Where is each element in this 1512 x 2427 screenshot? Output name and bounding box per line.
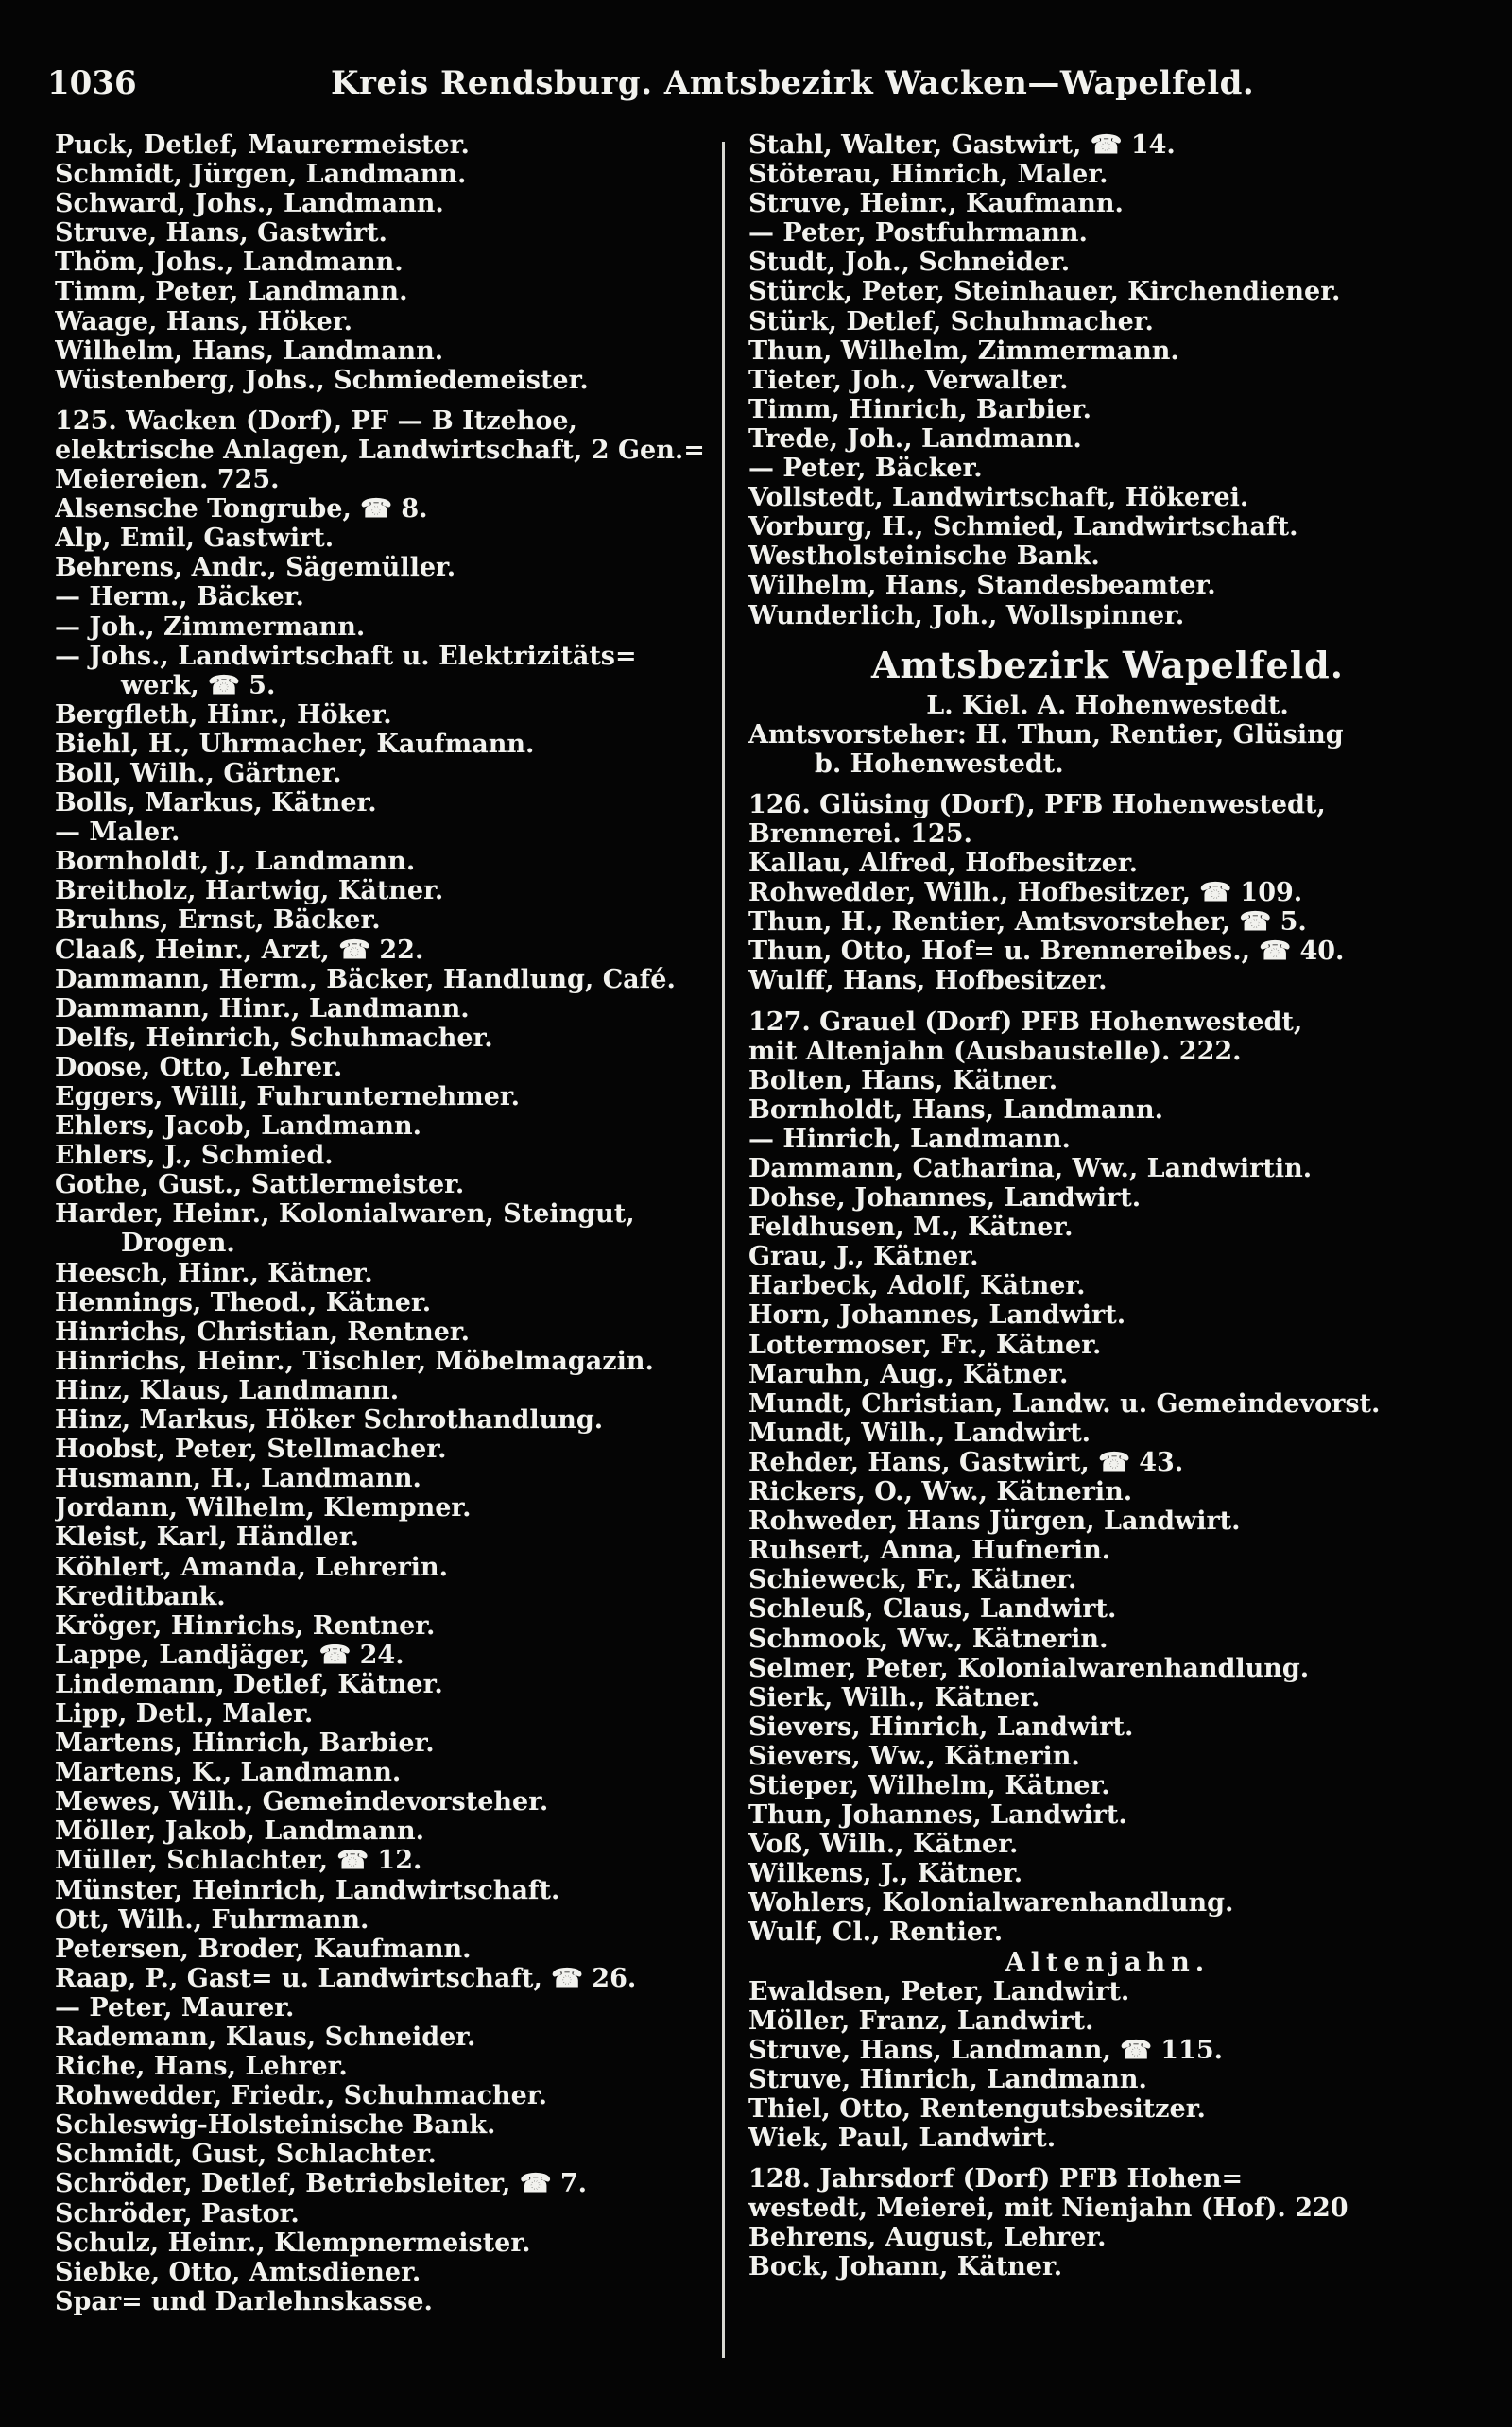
directory-entry: Rohweder, Hans Jürgen, Landwirt. xyxy=(748,1506,1241,1537)
directory-entry: Feldhusen, M., Kätner. xyxy=(748,1213,1074,1243)
directory-entry: Tieter, Joh., Verwalter. xyxy=(748,365,1069,395)
directory-entry: Alp, Emil, Gastwirt. xyxy=(55,524,335,554)
directory-entry: Stieper, Wilhelm, Kätner. xyxy=(748,1770,1110,1800)
directory-entry: Delfs, Heinrich, Schuhmacher. xyxy=(55,1023,493,1053)
directory-entry: Sievers, Ww., Kätnerin. xyxy=(748,1741,1080,1771)
directory-entry: Stürck, Peter, Steinhauer, Kirchendiener. xyxy=(748,277,1341,307)
directory-entry: Selmer, Peter, Kolonialwarenhandlung. xyxy=(748,1653,1310,1683)
directory-entry: Timm, Hinrich, Barbier. xyxy=(748,394,1092,424)
directory-entry: b. Hohenwestedt. xyxy=(815,749,1064,779)
directory-entry: Müller, Schlachter, ☎ 12. xyxy=(55,1846,422,1876)
directory-entry: Schröder, Pastor. xyxy=(55,2198,300,2229)
running-head: Kreis Rendsburg. Amtsbezirk Wacken—Wapelfeld. xyxy=(331,64,1255,102)
directory-entry: Westholsteinische Bank. xyxy=(748,542,1100,572)
directory-entry: Kreditbank. xyxy=(55,1581,226,1611)
directory-entry: Bolten, Hans, Kätner. xyxy=(748,1065,1058,1095)
directory-entry: Schleswig-Holsteinische Bank. xyxy=(55,2110,496,2141)
directory-entry: Kleist, Karl, Händler. xyxy=(55,1523,359,1553)
directory-entry: Siebke, Otto, Amtsdiener. xyxy=(55,2257,421,2287)
directory-entry: Rehder, Hans, Gastwirt, ☎ 43. xyxy=(748,1447,1184,1477)
directory-entry: Grau, J., Kätner. xyxy=(748,1242,979,1272)
directory-entry: Hennings, Theod., Kätner. xyxy=(55,1287,432,1317)
directory-entry: — Hinrich, Landmann. xyxy=(748,1124,1071,1154)
directory-entry: Puck, Detlef, Maurermeister. xyxy=(55,130,470,160)
directory-entry: Rohwedder, Friedr., Schuhmacher. xyxy=(55,2081,547,2111)
directory-entry: Struve, Hans, Gastwirt. xyxy=(55,218,387,249)
directory-entry: Vollstedt, Landwirtschaft, Hökerei. xyxy=(748,483,1249,513)
directory-entry: Thun, Wilhelm, Zimmermann. xyxy=(748,336,1179,366)
directory-entry: Bock, Johann, Kätner. xyxy=(748,2252,1063,2282)
directory-entry: Münster, Heinrich, Landwirtschaft. xyxy=(55,1875,560,1905)
directory-entry: Ewaldsen, Peter, Landwirt. xyxy=(748,1976,1130,2006)
directory-entry: Wilhelm, Hans, Standesbeamter. xyxy=(748,571,1216,601)
directory-entry: Spar= und Darlehnskasse. xyxy=(55,2286,433,2316)
directory-entry: Bornholdt, J., Landmann. xyxy=(55,847,416,877)
directory-entry: Thun, H., Rentier, Amtsvorsteher, ☎ 5. xyxy=(748,907,1307,938)
directory-entry: elektrische Anlagen, Landwirtschaft, 2 Gen.= xyxy=(55,435,705,465)
directory-entry: Schulz, Heinr., Klempnermeister. xyxy=(55,2228,531,2258)
directory-entry: Wohlers, Kolonialwarenhandlung. xyxy=(748,1888,1234,1919)
directory-entry: Kröger, Hinrichs, Rentner. xyxy=(55,1610,436,1641)
directory-entry: Lottermoser, Fr., Kätner. xyxy=(748,1330,1102,1360)
directory-entry: Hinz, Klaus, Landmann. xyxy=(55,1375,400,1405)
directory-entry: — Peter, Maurer. xyxy=(55,1992,295,2022)
directory-entry: Stürk, Detlef, Schuhmacher. xyxy=(748,306,1154,336)
directory-entry: Martens, K., Landmann. xyxy=(55,1758,402,1788)
directory-entry: Husmann, H., Landmann. xyxy=(55,1464,421,1494)
directory-entry: Schmook, Ww., Kätnerin. xyxy=(748,1624,1108,1654)
directory-entry: Studt, Joh., Schneider. xyxy=(748,248,1071,278)
directory-entry: Wiek, Paul, Landwirt. xyxy=(748,2124,1057,2154)
directory-entry: Ehlers, Jacob, Landmann. xyxy=(55,1111,421,1142)
directory-entry: Hoobst, Peter, Stellmacher. xyxy=(55,1435,447,1465)
directory-entry: Möller, Franz, Landwirt. xyxy=(748,2005,1094,2036)
subsection-heading: Altenjahn. xyxy=(1005,1947,1211,1977)
directory-entry: Schward, Johs., Landmann. xyxy=(55,189,444,219)
directory-entry: Mundt, Christian, Landw. u. Gemeindevorst. xyxy=(748,1388,1381,1419)
directory-entry: Meiereien. 725. xyxy=(55,465,280,495)
directory-entry: Bruhns, Ernst, Bäcker. xyxy=(55,905,381,936)
directory-entry: Horn, Johannes, Landwirt. xyxy=(748,1300,1126,1331)
directory-entry: Schröder, Detlef, Betriebsleiter, ☎ 7. xyxy=(55,2169,588,2199)
page-number: 1036 xyxy=(47,64,137,102)
directory-entry: Hinrichs, Christian, Rentner. xyxy=(55,1317,471,1347)
directory-entry: Lindemann, Detlef, Kätner. xyxy=(55,1669,443,1699)
directory-entry: Riche, Hans, Lehrer. xyxy=(55,2052,348,2082)
page-header xyxy=(47,64,1455,112)
directory-entry: Wilhelm, Hans, Landmann. xyxy=(55,336,444,366)
right-column xyxy=(748,130,1467,2282)
directory-entry: Schmidt, Gust, Schlachter. xyxy=(55,2140,437,2170)
directory-entry: Köhlert, Amanda, Lehrerin. xyxy=(55,1552,448,1582)
directory-entry: Stöterau, Hinrich, Maler. xyxy=(748,160,1108,190)
directory-entry: — Herm., Bäcker. xyxy=(55,582,304,612)
left-column xyxy=(55,130,707,2316)
directory-entry: Thun, Johannes, Landwirt. xyxy=(748,1800,1127,1831)
directory-entry: Sierk, Wilh., Kätner. xyxy=(748,1682,1040,1713)
directory-entry: mit Altenjahn (Ausbaustelle). 222. xyxy=(748,1036,1242,1066)
village-heading: 128. Jahrsdorf (Dorf) PFB Hohen= xyxy=(748,2164,1244,2195)
directory-entry: Dammann, Hinr., Landmann. xyxy=(55,993,470,1024)
directory-entry: Stahl, Walter, Gastwirt, ☎ 14. xyxy=(748,130,1176,160)
directory-entry: Harder, Heinr., Kolonialwaren, Steingut, xyxy=(55,1199,635,1230)
directory-entry: Claaß, Heinr., Arzt, ☎ 22. xyxy=(55,935,424,965)
directory-entry: Struve, Heinr., Kaufmann. xyxy=(748,189,1124,219)
directory-entry: Hinz, Markus, Höker Schrothandlung. xyxy=(55,1405,604,1436)
directory-entry: — Peter, Postfuhrmann. xyxy=(748,218,1088,249)
directory-entry: Bergfleth, Hinr., Höker. xyxy=(55,699,392,730)
village-heading: 126. Glüsing (Dorf), PFB Hohenwestedt, xyxy=(748,789,1326,819)
directory-entry: Thiel, Otto, Rentengutsbesitzer. xyxy=(748,2094,1206,2124)
directory-entry: Drogen. xyxy=(121,1229,235,1259)
directory-entry: Breitholz, Hartwig, Kätner. xyxy=(55,876,444,906)
directory-entry: Schmidt, Jürgen, Landmann. xyxy=(55,160,467,190)
directory-entry: Mewes, Wilh., Gemeindevorsteher. xyxy=(55,1787,549,1817)
directory-entry: Ruhsert, Anna, Hufnerin. xyxy=(748,1536,1111,1566)
directory-entry: Brennerei. 125. xyxy=(748,818,972,849)
section-title: Amtsbezirk Wapelfeld. xyxy=(871,643,1344,686)
directory-entry: Ehlers, J., Schmied. xyxy=(55,1141,334,1171)
directory-entry: Schieweck, Fr., Kätner. xyxy=(748,1565,1077,1595)
directory-entry: — Joh., Zimmermann. xyxy=(55,611,366,642)
village-heading: 127. Grauel (Dorf) PFB Hohenwestedt, xyxy=(748,1007,1303,1037)
directory-entry: Ott, Wilh., Fuhrmann. xyxy=(55,1904,369,1935)
directory-entry: Bornholdt, Hans, Landmann. xyxy=(748,1094,1164,1125)
directory-entry: Bolls, Markus, Kätner. xyxy=(55,788,377,818)
directory-entry: Mundt, Wilh., Landwirt. xyxy=(748,1418,1091,1448)
directory-entry: Wilkens, J., Kätner. xyxy=(748,1859,1023,1889)
section-subtitle: L. Kiel. A. Hohenwestedt. xyxy=(926,690,1289,720)
directory-entry: Wunderlich, Joh., Wollspinner. xyxy=(748,600,1185,630)
directory-entry: Waage, Hans, Höker. xyxy=(55,306,353,336)
column-divider xyxy=(722,142,725,2358)
directory-entry: Struve, Hinrich, Landmann. xyxy=(748,2064,1147,2094)
directory-entry: Raap, P., Gast= u. Landwirtschaft, ☎ 26. xyxy=(55,1963,637,1993)
directory-entry: Boll, Wilh., Gärtner. xyxy=(55,758,342,788)
directory-entry: Dammann, Herm., Bäcker, Handlung, Café. xyxy=(55,964,676,994)
directory-entry: Möller, Jakob, Landmann. xyxy=(55,1816,425,1847)
directory-entry: Lipp, Detl., Maler. xyxy=(55,1698,314,1729)
directory-entry: westedt, Meierei, mit Nienjahn (Hof). 220 xyxy=(748,2194,1349,2224)
directory-entry: Harbeck, Adolf, Kätner. xyxy=(748,1271,1086,1301)
directory-entry: Behrens, August, Lehrer. xyxy=(748,2223,1107,2253)
directory-entry: Timm, Peter, Landmann. xyxy=(55,277,408,307)
directory-entry: Rickers, O., Ww., Kätnerin. xyxy=(748,1477,1133,1507)
directory-entry: Eggers, Willi, Fuhrunternehmer. xyxy=(55,1082,521,1111)
directory-entry: Doose, Otto, Lehrer. xyxy=(55,1052,343,1082)
directory-entry: Martens, Hinrich, Barbier. xyxy=(55,1729,435,1759)
directory-entry: Dohse, Johannes, Landwirt. xyxy=(748,1183,1142,1214)
directory-entry: werk, ☎ 5. xyxy=(121,670,276,700)
directory-entry: — Peter, Bäcker. xyxy=(748,454,983,484)
directory-entry: Dammann, Catharina, Ww., Landwirtin. xyxy=(748,1154,1313,1183)
directory-entry: Alsensche Tongrube, ☎ 8. xyxy=(55,494,428,525)
directory-entry: Rohwedder, Wilh., Hofbesitzer, ☎ 109. xyxy=(748,878,1303,908)
directory-entry: Maruhn, Aug., Kätner. xyxy=(748,1359,1069,1389)
directory-entry: Sievers, Hinrich, Landwirt. xyxy=(748,1712,1134,1742)
directory-entry: Petersen, Broder, Kaufmann. xyxy=(55,1934,472,1964)
directory-entry: Vorburg, H., Schmied, Landwirtschaft. xyxy=(748,512,1298,542)
directory-entry: Thun, Otto, Hof= u. Brennereibes., ☎ 40. xyxy=(748,937,1345,967)
directory-entry: Behrens, Andr., Sägemüller. xyxy=(55,553,456,583)
directory-entry: Lappe, Landjäger, ☎ 24. xyxy=(55,1640,404,1670)
directory-entry: Voß, Wilh., Kätner. xyxy=(748,1830,1019,1860)
village-heading: 125. Wacken (Dorf), PF — B Itzehoe, xyxy=(55,405,577,436)
directory-entry: Rademann, Klaus, Schneider. xyxy=(55,2022,476,2052)
directory-entry: Schleuß, Claus, Landwirt. xyxy=(748,1594,1117,1625)
directory-entry: Biehl, H., Uhrmacher, Kaufmann. xyxy=(55,729,535,759)
directory-entry: Wulff, Hans, Hofbesitzer. xyxy=(748,966,1108,996)
directory-entry: Kallau, Alfred, Hofbesitzer. xyxy=(748,849,1139,879)
directory-entry: — Maler. xyxy=(55,818,180,848)
directory-entry: Gothe, Gust., Sattlermeister. xyxy=(55,1170,465,1200)
directory-entry: Thöm, Johs., Landmann. xyxy=(55,248,404,278)
directory-entry: Trede, Joh., Landmann. xyxy=(748,423,1082,454)
directory-entry: Hinrichs, Heinr., Tischler, Möbelmagazin. xyxy=(55,1346,654,1376)
directory-entry: — Johs., Landwirtschaft u. Elektrizitäts= xyxy=(55,641,637,671)
directory-entry: Wüstenberg, Johs., Schmiedemeister. xyxy=(55,365,589,395)
directory-entry: Wulf, Cl., Rentier. xyxy=(748,1918,1004,1948)
directory-entry: Struve, Hans, Landmann, ☎ 115. xyxy=(748,2035,1224,2065)
directory-entry: Amtsvorsteher: H. Thun, Rentier, Glüsing xyxy=(748,719,1344,749)
directory-entry: Jordann, Wilhelm, Klempner. xyxy=(55,1493,472,1523)
directory-entry: Heesch, Hinr., Kätner. xyxy=(55,1258,373,1288)
